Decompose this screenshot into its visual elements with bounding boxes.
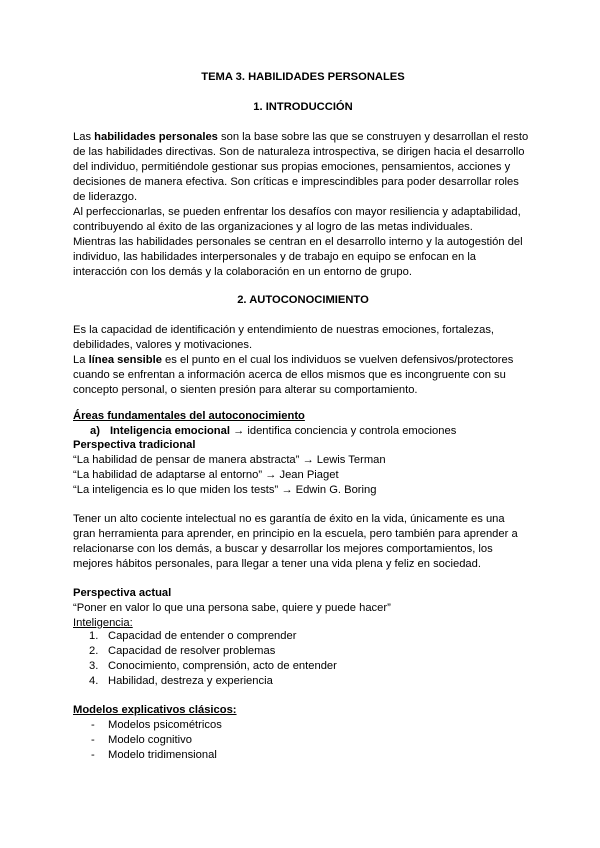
intro-line: interacción con los demás y la colaboración en un entorno de grupo.: [73, 266, 412, 278]
intro-line: de liderazgo.: [73, 191, 138, 203]
list-item: Modelos psicométricos: [108, 719, 222, 731]
intro-line: Al perfeccionarlas, se pueden enfrentar los desafíos con mayor resiliencia y adaptabilidad,: [73, 206, 521, 218]
list-bullet: -: [91, 734, 95, 746]
list-number: 4.: [89, 675, 99, 687]
section-heading-autoconocimiento: 2. AUTOCONOCIMIENTO: [237, 294, 369, 306]
bold-term-linea-sensible: línea sensible: [88, 354, 162, 366]
intro-line: individuo, las habilidades interpersonales y de trabajo en equipo se enfocan en la: [73, 251, 477, 263]
intro-line: de las habilidades directivas. Son de naturaleza introspectiva, se dirigen hacia el desarrollo: [73, 146, 525, 158]
list-item-inteligencia-emocional: a) Inteligencia emocional → identifica conciencia y controla emociones: [90, 425, 457, 437]
intro-line: Mientras las habilidades personales se centran en el desarrollo interno y la autogestión del: [73, 236, 523, 248]
subheading-perspectiva-actual: Perspectiva actual: [73, 587, 172, 599]
paragraph-line: gran herramienta para aprender, en principio en la escuela, pero también para aprender a: [73, 528, 518, 540]
list-item: Modelo cognitivo: [108, 734, 192, 746]
subheading-areas: Áreas fundamentales del autoconocimiento: [73, 410, 305, 422]
bold-term-habilidades: habilidades personales: [94, 131, 218, 143]
linea-sensible-line: La línea sensible es el punto en el cual los individuos se vuelven defensivos/protectores: [73, 354, 514, 366]
list-bullet: -: [91, 719, 95, 731]
quote-line: “La habilidad de pensar de manera abstracta” → Lewis Terman: [73, 454, 386, 466]
list-item: Capacidad de resolver problemas: [108, 645, 276, 657]
auto-line: cuando se enfrentan a información acerca de ellos mismos que es incongruente con su: [73, 369, 506, 381]
list-bullet: -: [91, 749, 95, 761]
quote-line: “La habilidad de adaptarse al entorno” → Jean Piaget: [73, 469, 339, 481]
label-inteligencia: Inteligencia:: [73, 617, 133, 629]
auto-line: debilidades, valores y motivaciones.: [73, 339, 253, 351]
list-number: 3.: [89, 660, 99, 672]
document-title: TEMA 3. HABILIDADES PERSONALES: [201, 71, 405, 83]
subheading-modelos: Modelos explicativos clásicos:: [73, 704, 237, 716]
list-item: Conocimiento, comprensión, acto de entender: [108, 660, 337, 672]
section-heading-introduccion: 1. INTRODUCCIÓN: [253, 101, 353, 113]
quote-actual: “Poner en valor lo que una persona sabe, quiere y puede hacer”: [73, 602, 391, 614]
auto-line: concepto personal, o sienten presión para alterar su comportamiento.: [73, 384, 418, 396]
list-item: Habilidad, destreza y experiencia: [108, 675, 273, 687]
subheading-perspectiva-tradicional: Perspectiva tradicional: [73, 439, 196, 451]
auto-line: Es la capacidad de identificación y entendimiento de nuestras emociones, fortalezas,: [73, 324, 495, 336]
intro-line: decisiones de manera efectiva. Son críticas e imprescindibles para poder desarrollar roles: [73, 176, 519, 188]
paragraph-line: relacionarse con los demás, a buscar y desarrollar los mejores comportamientos, los: [73, 543, 493, 555]
intro-first-line: Las habilidades personales son la base sobre las que se construyen y desarrollan el resto: [73, 131, 529, 143]
paragraph-line: mejores hábitos personales, para llegar a tener una vida plena y feliz en sociedad.: [73, 558, 481, 570]
list-number: 2.: [89, 645, 99, 657]
list-number: 1.: [89, 630, 99, 642]
list-item: Modelo tridimensional: [108, 749, 217, 761]
intro-line: contribuyendo al éxito de las organizaciones y al logro de las metas individuales.: [73, 221, 473, 233]
intro-line: del individuo, permitiéndole gestionar sus propias emociones, pensamientos, acciones y: [73, 161, 511, 173]
list-item: Capacidad de entender o comprender: [108, 630, 297, 642]
paragraph-line: Tener un alto cociente intelectual no es garantía de éxito en la vida, únicamente es una: [73, 513, 505, 525]
list-marker: a): [90, 425, 100, 437]
quote-line: “La inteligencia es lo que miden los tests” → Edwin G. Boring: [73, 484, 377, 496]
